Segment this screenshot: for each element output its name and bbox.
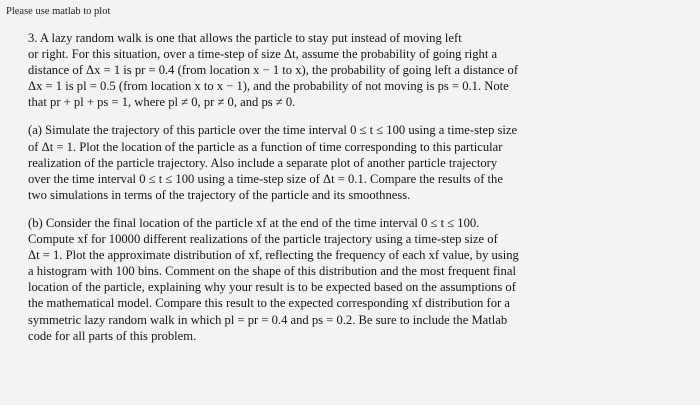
text-line: that pr + pl + ps = 1, where pl ≠ 0, pr ≠ 0, and ps ≠ 0. — [28, 95, 296, 110]
text-line: code for all parts of this problem. — [28, 328, 197, 343]
text-line: or right. For this situation, over a time-step of size Δt, assume the probability of going right a — [28, 47, 498, 62]
text-line: a histogram with 100 bins. Comment on the shape of this distribution and the most frequent final — [28, 264, 516, 279]
problem-intro-paragraph — [28, 30, 646, 110]
problem-text — [28, 30, 646, 356]
text-line: over the time interval 0 ≤ t ≤ 100 using a time-step size of Δt = 0.1. Compare the results of the — [28, 171, 503, 186]
text-line: the mathematical model. Compare this result to the expected corresponding xf distribution for a — [28, 296, 510, 311]
instruction-note: Please use matlab to plot — [6, 6, 111, 17]
text-line: distance of Δx = 1 is pr = 0.4 (from location x − 1 to x), the probability of going left a distance of — [28, 63, 519, 78]
text-line: Δx = 1 is pl = 0.5 (from location x to x − 1), and the probability of not moving is ps = 0.1. Note — [28, 79, 509, 94]
text-line: location of the particle, explaining why your result is to be expected based on the assumptions of — [28, 280, 516, 295]
text-line: 3. A lazy random walk is one that allows the particle to stay put instead of moving left — [28, 31, 462, 45]
text-line: of Δt = 1. Plot the location of the particle as a function of time corresponding to this particular — [28, 139, 503, 154]
text-line: realization of the particle trajectory. Also include a separate plot of another particle trajectory — [28, 155, 498, 170]
text-line: Δt = 1. Plot the approximate distribution of xf, reflecting the frequency of each xf value, by using — [28, 248, 519, 263]
text-line: Compute xf for 10000 different realizations of the particle trajectory using a time-step size of — [28, 232, 498, 247]
text-line: (b) Consider the final location of the particle xf at the end of the time interval 0 ≤ t ≤ 100. — [28, 215, 480, 230]
text-line: symmetric lazy random walk in which pl = pr = 0.4 and ps = 0.2. Be sure to include the Matlab — [28, 312, 508, 327]
text-line: two simulations in terms of the trajectory of the particle and its smoothness. — [28, 187, 411, 202]
part-a-paragraph — [28, 122, 646, 202]
part-b-paragraph — [28, 215, 646, 344]
text-line: (a) Simulate the trajectory of this particle over the time interval 0 ≤ t ≤ 100 using a time-step size — [28, 123, 518, 138]
